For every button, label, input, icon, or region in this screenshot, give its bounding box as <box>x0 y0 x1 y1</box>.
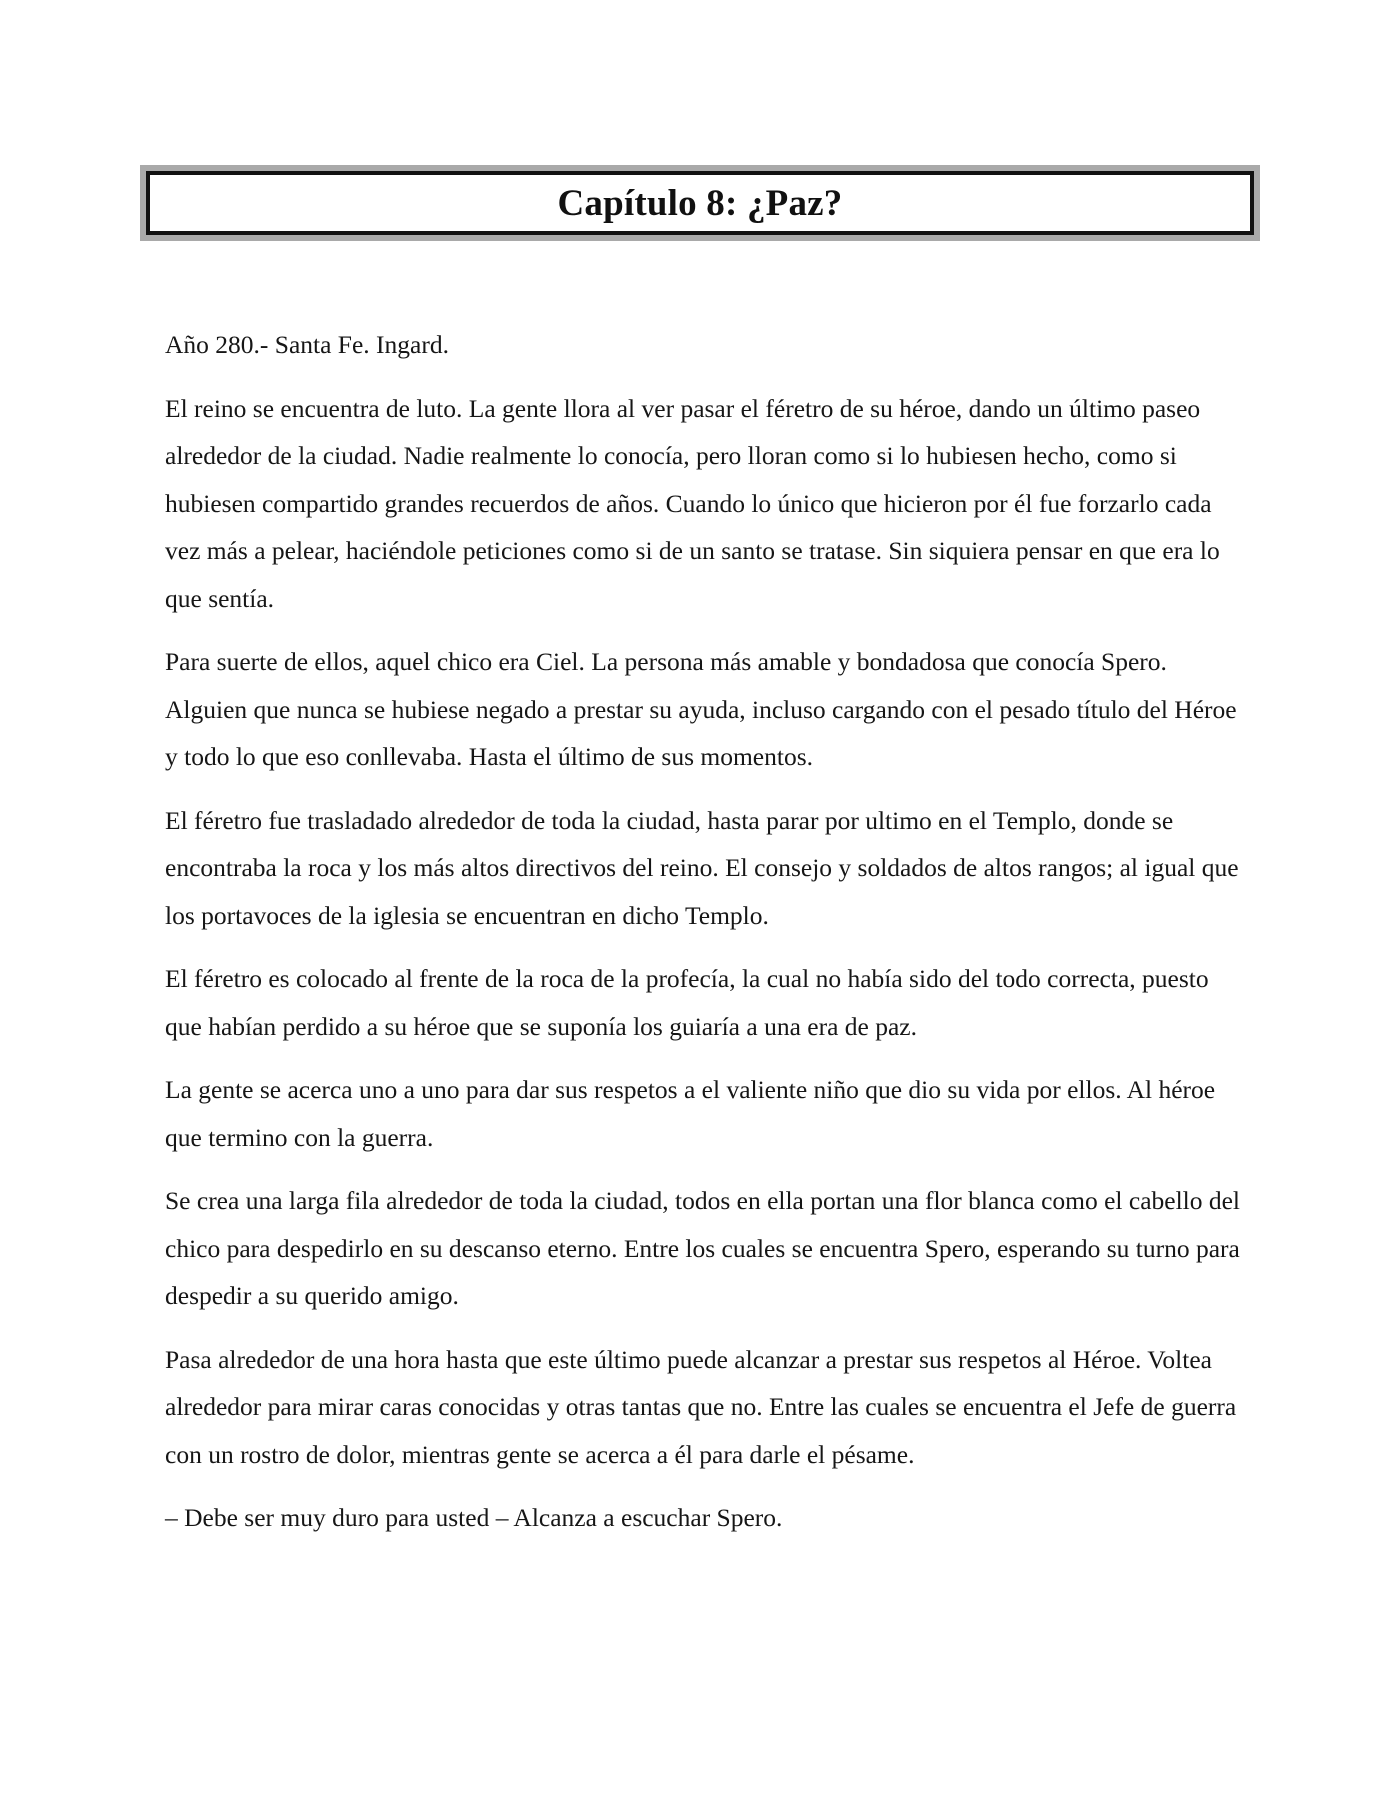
dateline-paragraph: Año 280.- Santa Fe. Ingard. <box>165 330 449 359</box>
paragraph: El féretro fue trasladado alrededor de toda la ciudad, hasta parar por ultimo en el Templo, donde se encontraba la roca y los más altos directivos del reino. El consejo y soldados de altos rangos; al igual que los portavoces de la iglesia se encuentran en dicho Templo. <box>165 805 1239 930</box>
paragraph: Se crea una larga fila alrededor de toda la ciudad, todos en ella portan una flor blanca como el cabello del chico para despedirlo en su descanso eterno. Entre los cuales se encuentra Spero, esperando su turno para despedir a su querido amigo. <box>165 1186 1241 1310</box>
paragraph: La gente se acerca uno a uno para dar sus respetos a el valiente niño que dio su vida por ellos. Al héroe que termino con la guerra. <box>165 1075 1216 1152</box>
chapter-title-frame <box>140 165 1260 241</box>
chapter-title: Capítulo 8: ¿Paz? <box>557 182 843 224</box>
chapter-body <box>165 321 1245 1558</box>
paragraph: Para suerte de ellos, aquel chico era Ciel. La persona más amable y bondadosa que conocía Spero. Alguien que nunca se hubiese negado a prestar su ayuda, incluso cargando con el pesado título del Héroe y todo lo que eso conllevaba. Hasta el último de sus momentos. <box>165 647 1237 771</box>
paragraph: Pasa alrededor de una hora hasta que este último puede alcanzar a prestar sus respetos al Héroe. Voltea alrededor para mirar caras conocidas y otras tantas que no. Entre las cuales se encuentra el Jefe de guerra con un rostro de dolor, mientras gente se acerca a él para darle el pésame. <box>165 1344 1237 1469</box>
paragraph: El féretro es colocado al frente de la roca de la profecía, la cual no había sido del todo correcta, puesto que habían perdido a su héroe que se suponía los guiaría a una era de paz. <box>165 964 1209 1041</box>
dialogue-paragraph: – Debe ser muy duro para usted – Alcanza a escuchar Spero. <box>165 1503 783 1532</box>
chapter-title-box <box>146 171 1254 235</box>
paragraph: El reino se encuentra de luto. La gente llora al ver pasar el féretro de su héroe, dando un último paseo alrededor de la ciudad. Nadie realmente lo conocía, pero lloran como si lo hubiesen hecho, como si hubiesen compartido grandes recuerdos de años. Cuando lo único que hicieron por él fue forzarlo cada vez más a pelear, haciéndole peticiones como si de un santo se tratase. Sin siquiera pensar en que era lo que sentía. <box>165 393 1220 613</box>
